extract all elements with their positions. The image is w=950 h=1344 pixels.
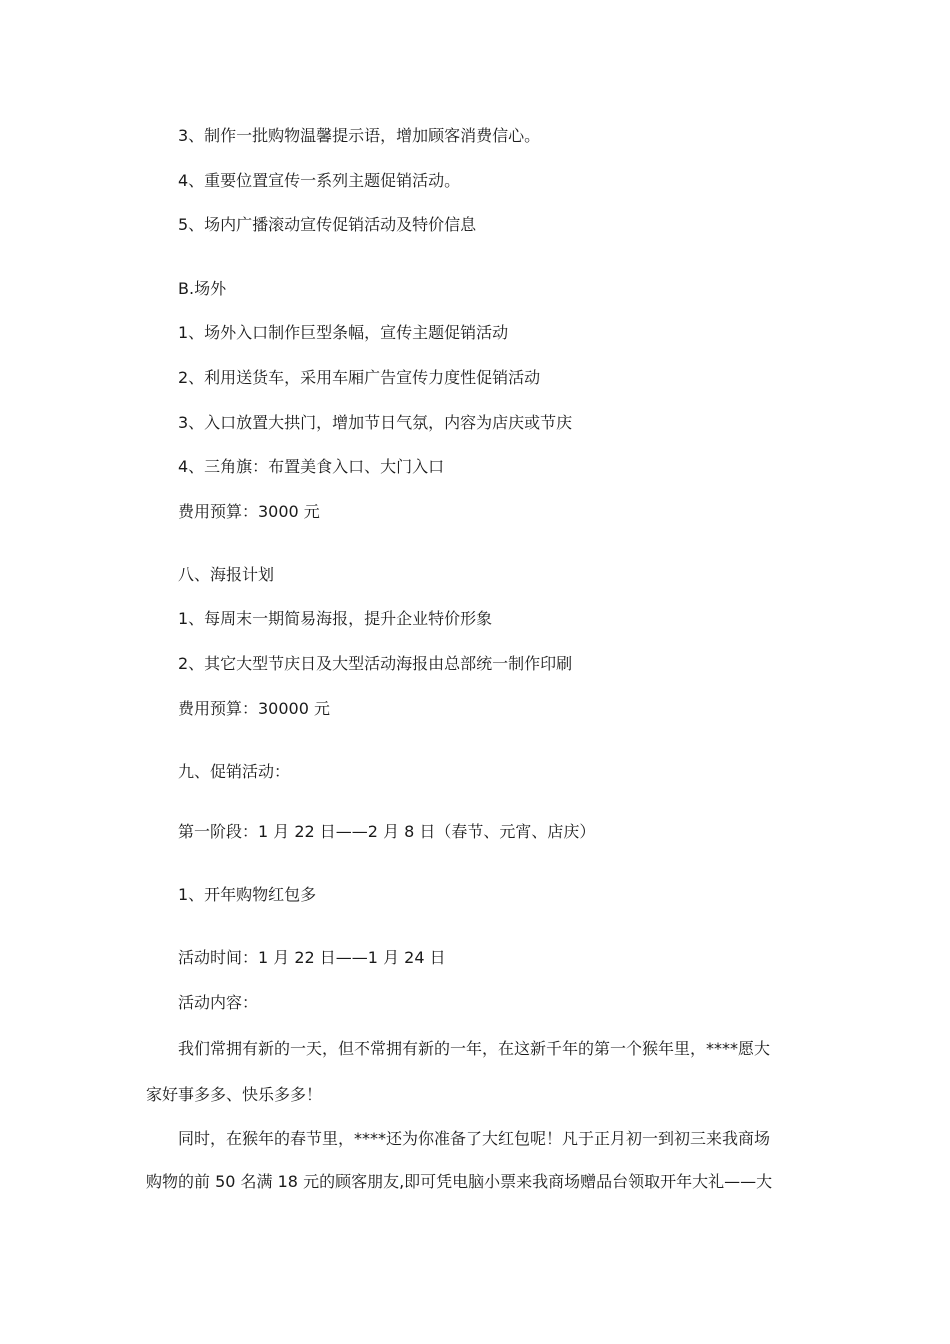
text-line-in-store-3: 3、制作一批购物温馨提示语，增加顾客消费信心。	[178, 126, 541, 145]
budget-line-outdoor: 费用预算：3000 元	[178, 502, 320, 521]
paragraph-2-line-1: 同时，在猴年的春节里，****还为你准备了大红包呢！凡于正月初一到初三来我商场	[178, 1129, 771, 1148]
paragraph-1-line-1: 我们常拥有新的一天，但不常拥有新的一年，在这新千年的第一个猴年里，****愿大	[178, 1039, 771, 1058]
section-heading-promotion: 九、促销活动：	[178, 762, 291, 781]
activity-title: 1、开年购物红包多	[178, 885, 317, 904]
section-heading-poster-plan: 八、海报计划	[178, 565, 275, 584]
text-line-poster-2: 2、其它大型节庆日及大型活动海报由总部统一制作印刷	[178, 654, 573, 673]
activity-content-label: 活动内容：	[178, 993, 259, 1012]
text-line-in-store-4: 4、重要位置宣传一系列主题促销活动。	[178, 171, 461, 190]
budget-line-poster: 费用预算：30000 元	[178, 699, 330, 718]
text-line-outdoor-4: 4、三角旗：布置美食入口、大门入口	[178, 457, 445, 476]
text-line-outdoor-3: 3、入口放置大拱门，增加节日气氛，内容为店庆或节庆	[178, 413, 573, 432]
text-line-outdoor-1: 1、场外入口制作巨型条幅，宣传主题促销活动	[178, 323, 509, 342]
text-line-in-store-5: 5、场内广播滚动宣传促销活动及特价信息	[178, 215, 477, 234]
text-line-poster-1: 1、每周末一期简易海报，提升企业特价形象	[178, 609, 493, 628]
stage-one-heading: 第一阶段：1 月 22 日——2 月 8 日（春节、元宵、店庆）	[178, 822, 596, 841]
activity-time: 活动时间：1 月 22 日——1 月 24 日	[178, 948, 446, 967]
text-line-outdoor-2: 2、利用送货车，采用车厢广告宣传力度性促销活动	[178, 368, 541, 387]
paragraph-2-line-2: 购物的前 50 名满 18 元的顾客朋友,即可凭电脑小票来我商场赠品台领取开年大礼——大	[146, 1172, 773, 1191]
paragraph-1-line-2: 家好事多多、快乐多多！	[146, 1085, 323, 1104]
section-heading-outdoor: B.场外	[178, 279, 227, 298]
